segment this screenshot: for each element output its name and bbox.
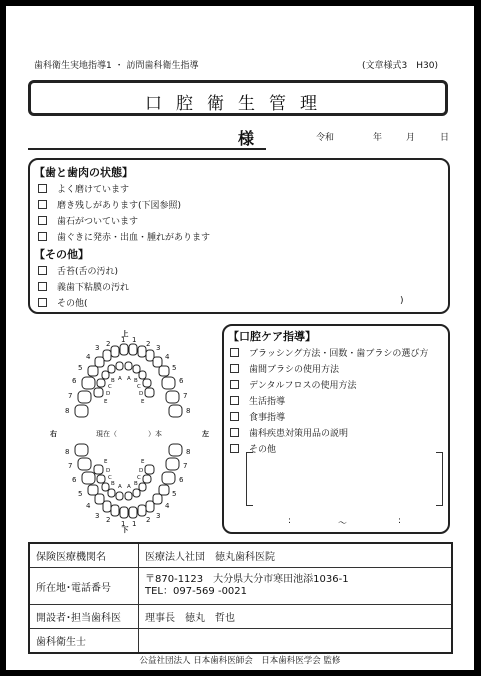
upper-left-number: 7 [183, 392, 188, 400]
primary-letter: E [141, 459, 145, 465]
tooth-lower-r6[interactable] [82, 472, 95, 484]
upper-right-number: 8 [65, 407, 70, 415]
date-era: 令和 [316, 133, 335, 143]
tooth-lower-primary-le[interactable] [145, 465, 154, 474]
tooth-upper-l2[interactable] [138, 346, 146, 357]
header-left: 歯科衛生実地指導1 ・ 訪問歯科衛生指導 [34, 61, 199, 71]
primary-letter: B [111, 378, 115, 384]
primary-letter: D [106, 468, 111, 474]
other-close-paren: ) [400, 296, 404, 306]
primary-letter: C [137, 384, 141, 390]
tooth-upper-r2[interactable] [111, 346, 119, 357]
tooth-lower-primary-lc[interactable] [139, 483, 146, 491]
tooth-lower-primary-rd[interactable] [97, 475, 105, 483]
tooth-upper-l5[interactable] [159, 366, 169, 376]
upper-left-number: 3 [156, 344, 161, 352]
tooth-upper-primary-la[interactable] [125, 362, 132, 370]
tooth-upper-r1[interactable] [120, 344, 128, 355]
period-colon-start: : [288, 516, 292, 526]
lower-right-number: 5 [78, 490, 83, 498]
tooth-upper-primary-rc[interactable] [102, 371, 109, 379]
lower-left-number: 5 [172, 490, 177, 498]
check-item[interactable]: ブラッシング方法・回数・歯ブラシの選び方 [230, 346, 428, 359]
lower-left-number: 8 [186, 448, 191, 456]
tooth-lower-primary-la[interactable] [125, 492, 132, 500]
clinic-info-table [28, 542, 453, 654]
tooth-upper-primary-ld[interactable] [143, 379, 151, 387]
table-row [29, 628, 452, 653]
tooth-lower-primary-rc[interactable] [102, 483, 109, 491]
checkbox[interactable] [230, 348, 239, 357]
tooth-lower-r4[interactable] [95, 494, 104, 504]
checkbox[interactable] [38, 298, 47, 307]
primary-letter: B [134, 378, 138, 384]
check-item[interactable]: 義歯下粘膜の汚れ [38, 280, 129, 293]
check-item[interactable]: 磨き残しがあります(下図参照) [38, 198, 181, 211]
primary-letter: B [111, 481, 115, 487]
table-label: 開設者･担当歯科医 [29, 605, 139, 629]
table-label: 所在地･電話番号 [29, 568, 139, 605]
primary-letter: A [118, 376, 122, 382]
upper-right-number: 1 [121, 336, 126, 344]
primary-letter: D [106, 391, 111, 397]
tooth-lower-primary-ld[interactable] [143, 475, 151, 483]
primary-letter: C [108, 475, 112, 481]
tooth-upper-r6[interactable] [82, 377, 95, 389]
upper-right-number: 6 [72, 377, 77, 385]
oral-care-heading: 【口腔ケア指導】 [228, 330, 316, 343]
check-item[interactable]: 歯間ブラシの使用方法 [230, 362, 339, 375]
chart-left-label: 左 [202, 430, 209, 438]
period-colon-end: : [398, 516, 402, 526]
checkbox[interactable] [230, 444, 239, 453]
check-item[interactable]: よく磨けています [38, 182, 129, 195]
tooth-upper-l1[interactable] [129, 344, 137, 355]
patient-honorific: 様 [238, 129, 255, 148]
upper-left-number: 2 [146, 340, 151, 348]
tooth-upper-primary-lb[interactable] [133, 365, 140, 373]
tooth-upper-l6[interactable] [162, 377, 175, 389]
document-page [6, 6, 474, 670]
tooth-upper-primary-lc[interactable] [139, 371, 146, 379]
checkbox[interactable] [38, 266, 47, 275]
tooth-upper-r8[interactable] [75, 405, 88, 417]
check-item[interactable]: 舌苔(舌の汚れ) [38, 264, 118, 277]
tooth-upper-r7[interactable] [78, 391, 91, 403]
tooth-lower-r8[interactable] [75, 444, 88, 456]
primary-letter: C [108, 384, 112, 390]
lower-left-number: 3 [156, 512, 161, 520]
upper-right-number: 5 [78, 364, 83, 372]
tooth-lower-l6[interactable] [162, 472, 175, 484]
lower-left-number: 2 [146, 516, 151, 524]
check-item[interactable]: 食事指導 [230, 410, 285, 423]
check-item[interactable]: その他( [38, 296, 88, 309]
tooth-lower-r5[interactable] [88, 485, 98, 495]
lower-right-number: 7 [68, 462, 73, 470]
table-label: 保険医療機関名 [29, 543, 139, 568]
check-item[interactable]: 生活指導 [230, 394, 285, 407]
lower-right-number: 1 [121, 520, 126, 528]
tooth-upper-primary-le[interactable] [145, 388, 154, 397]
check-item[interactable]: 歯科疾患対策用品の説明 [230, 426, 348, 439]
chart-current-label: 現在（ [96, 430, 117, 438]
lower-right-number: 3 [95, 512, 100, 520]
upper-left-number: 4 [165, 353, 170, 361]
other-note-bracket-right [436, 452, 443, 506]
tooth-upper-primary-rd[interactable] [97, 379, 105, 387]
checkbox[interactable] [230, 364, 239, 373]
tooth-lower-l1[interactable] [129, 507, 137, 518]
tooth-lower-primary-lb[interactable] [133, 489, 140, 497]
footer-supervision: 公益社団法人 日本歯科医師会 日本歯科医学会 監修 [139, 656, 341, 666]
upper-right-number: 4 [86, 353, 91, 361]
lower-right-number: 2 [106, 516, 111, 524]
tooth-upper-l8[interactable] [169, 405, 182, 417]
primary-letter: B [134, 481, 138, 487]
table-value: 医療法人社団 徳丸歯科医院 [139, 543, 453, 568]
primary-letter: E [104, 399, 108, 405]
lower-left-number: 6 [179, 476, 184, 484]
checkbox[interactable] [230, 396, 239, 405]
other-note-bracket-left [246, 452, 253, 506]
chart-current-suffix: ）本 [148, 430, 162, 438]
tooth-lower-l5[interactable] [159, 485, 169, 495]
upper-left-number: 8 [186, 407, 191, 415]
checkbox[interactable] [38, 232, 47, 241]
tooth-lower-l7[interactable] [166, 458, 179, 470]
other-heading: 【その他】 [34, 248, 89, 261]
lower-left-number: 4 [165, 502, 170, 510]
tooth-lower-r7[interactable] [78, 458, 91, 470]
table-value: 理事長 徳丸 哲也 [139, 605, 453, 629]
table-value[interactable] [139, 628, 453, 653]
table-label: 歯科衛生士 [29, 628, 139, 653]
date-year: 年 [373, 133, 383, 143]
primary-letter: A [118, 484, 122, 490]
lower-right-number: 4 [86, 502, 91, 510]
upper-right-number: 3 [95, 344, 100, 352]
tooth-lower-r2[interactable] [111, 505, 119, 516]
document-title: 口腔衛生管理 [145, 94, 331, 114]
checkbox[interactable] [230, 412, 239, 421]
patient-name-line [28, 148, 266, 150]
upper-left-number: 6 [179, 377, 184, 385]
date-day: 日 [440, 133, 450, 143]
tooth-lower-primary-re[interactable] [94, 465, 103, 474]
primary-letter: D [139, 468, 144, 474]
chart-top-label: 上 [121, 330, 129, 338]
primary-letter: D [139, 391, 144, 397]
tooth-chart [32, 322, 218, 536]
tooth-lower-l8[interactable] [169, 444, 182, 456]
tooth-upper-primary-re[interactable] [94, 388, 103, 397]
table-value: 〒870-1123 大分県大分市寒田池添1036-1 TEL：097‐569 ‐0021 [139, 568, 453, 605]
chart-right-label: 右 [50, 430, 57, 438]
chart-bottom-label: 下 [121, 526, 129, 534]
table-row [29, 543, 452, 568]
tooth-upper-primary-rb[interactable] [108, 365, 115, 373]
primary-letter: E [141, 399, 145, 405]
tooth-upper-primary-ra[interactable] [116, 362, 123, 370]
table-row [29, 605, 452, 629]
checkbox[interactable] [38, 282, 47, 291]
date-month: 月 [406, 133, 416, 143]
table-row [29, 568, 452, 605]
lower-right-number: 8 [65, 448, 70, 456]
tooth-lower-primary-ra[interactable] [116, 492, 123, 500]
tooth-lower-l4[interactable] [153, 494, 162, 504]
check-item[interactable]: 歯石がついています [38, 214, 138, 227]
title-box [28, 80, 448, 116]
period-tilde: ～ [338, 519, 348, 529]
tooth-lower-r1[interactable] [120, 507, 128, 518]
check-item[interactable]: 歯ぐきに発赤・出血・腫れがあります [38, 230, 210, 243]
lower-left-number: 7 [183, 462, 188, 470]
checkbox[interactable] [38, 184, 47, 193]
upper-left-number: 1 [132, 336, 137, 344]
checkbox[interactable] [38, 216, 47, 225]
tooth-upper-l7[interactable] [166, 391, 179, 403]
teeth-gum-heading: 【歯と歯肉の状態】 [34, 166, 133, 179]
upper-left-number: 5 [172, 364, 177, 372]
primary-letter: A [127, 376, 131, 382]
checkbox[interactable] [230, 428, 239, 437]
upper-right-number: 2 [106, 340, 111, 348]
header-right: (文章様式3 H30) [362, 61, 438, 71]
primary-letter: E [104, 459, 108, 465]
checkbox[interactable] [38, 200, 47, 209]
primary-letter: C [137, 475, 141, 481]
tooth-upper-l4[interactable] [153, 357, 162, 367]
lower-left-number: 1 [132, 520, 137, 528]
upper-right-number: 7 [68, 392, 73, 400]
checkbox[interactable] [230, 380, 239, 389]
tooth-upper-r4[interactable] [95, 357, 104, 367]
lower-right-number: 6 [72, 476, 77, 484]
tooth-lower-l2[interactable] [138, 505, 146, 516]
check-item[interactable]: デンタルフロスの使用方法 [230, 378, 356, 391]
primary-letter: A [127, 484, 131, 490]
tooth-lower-primary-rb[interactable] [108, 489, 115, 497]
tooth-upper-r5[interactable] [88, 366, 98, 376]
check-item[interactable]: その他 [230, 442, 276, 455]
